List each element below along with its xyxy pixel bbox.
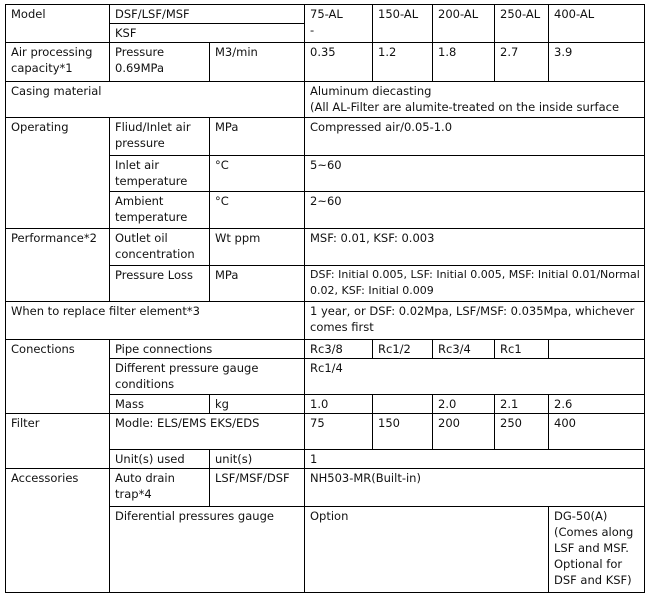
air-processing-150: 1.2 [373, 43, 433, 82]
air-processing-75: 0.35 [305, 43, 373, 82]
casing-line-2: (All AL-Filter are alumite-treated on the inside surface [310, 100, 620, 114]
air-processing-unit: M3/min [210, 43, 305, 82]
air-processing-row [6, 43, 645, 82]
operating-fluid-label: Fliud/Inlet air pressure [110, 118, 210, 156]
connections-mass-75: 1.0 [305, 395, 373, 414]
model-series-top: DSF/LSF/MSF [110, 5, 305, 24]
operating-inlet-value: 5~60 [305, 156, 645, 192]
accessories-drain-value: NH503-MR(Built-in) [305, 469, 645, 507]
casing-line-1: Aluminum diecasting [310, 84, 432, 98]
air-processing-250: 2.7 [495, 43, 549, 82]
filter-model-200: 200 [433, 414, 495, 450]
spec-sheet [5, 4, 644, 590]
connections-pipe-row [6, 340, 645, 359]
accessories-label: Accessories [6, 469, 110, 593]
casing-label: Casing material [6, 82, 305, 118]
model-size-400: 400-AL [549, 5, 645, 43]
accessories-gauge-value: Option [305, 507, 549, 593]
air-processing-400: 3.9 [549, 43, 645, 82]
air-processing-200: 1.8 [433, 43, 495, 82]
filter-model-label: Modle: ELS/EMS EKS/EDS [110, 414, 305, 450]
operating-ambient-label: Ambient temperature [110, 192, 210, 229]
casing-row [6, 82, 645, 118]
operating-fluid-value: Compressed air/0.05-1.0 [305, 118, 645, 156]
connections-label: Conections [6, 340, 110, 414]
filter-units-unit: unit(s) [210, 450, 305, 469]
connections-mass-200: 2.0 [433, 395, 495, 414]
model-row-top [6, 5, 645, 24]
operating-inlet-label: Inlet air temperature [110, 156, 210, 192]
accessories-drain-row [6, 469, 645, 507]
filter-units-value: 1 [305, 450, 645, 469]
model-series-bottom: KSF [110, 24, 305, 43]
operating-inlet-unit: °C [210, 156, 305, 192]
operating-fluid-unit: MPa [210, 118, 305, 156]
performance-oil-row [6, 229, 645, 266]
filter-label: Filter [6, 414, 110, 469]
connections-mass-label: Mass [110, 395, 210, 414]
connections-pipe-400 [549, 340, 645, 359]
replace-label: When to replace filter element*3 [6, 302, 305, 340]
air-processing-label: Air processing capacity*1 [6, 43, 110, 82]
model-size-cell [305, 5, 373, 43]
model-size-150: 150-AL [373, 5, 433, 43]
model-size-dash: - [310, 23, 315, 37]
accessories-gauge-note: DG-50(A) (Comes along LSF and MSF. Optional for DSF and KSF) [549, 507, 645, 593]
connections-gauge-value: Rc1/4 [305, 359, 645, 395]
accessories-gauge-label: Diferential pressures gauge [110, 507, 305, 593]
connections-mass-250: 2.1 [495, 395, 549, 414]
spec-table [5, 4, 645, 593]
performance-loss-label: Pressure Loss [110, 266, 210, 302]
model-size-250: 250-AL [495, 5, 549, 43]
filter-units-label: Unit(s) used [110, 450, 210, 469]
connections-gauge-label: Different pressure gauge conditions [110, 359, 305, 395]
connections-mass-150 [373, 395, 433, 414]
connections-mass-unit: kg [210, 395, 305, 414]
filter-model-150: 150 [373, 414, 433, 450]
connections-pipe-200: Rc3/4 [433, 340, 495, 359]
accessories-drain-label: Auto drain trap*4 [110, 469, 210, 507]
accessories-drain-unit: LSF/MSF/DSF [210, 469, 305, 507]
operating-fluid-row [6, 118, 645, 156]
performance-loss-value: DSF: Initial 0.005, LSF: Initial 0.005, MSF: Initial 0.01/Normal 0.02, KSF: Initial 0.009 [305, 266, 645, 302]
connections-mass-400: 2.6 [549, 395, 645, 414]
model-size-200: 200-AL [433, 5, 495, 43]
operating-ambient-value: 2~60 [305, 192, 645, 229]
operating-label: Operating [6, 118, 110, 229]
performance-loss-unit: MPa [210, 266, 305, 302]
filter-model-row [6, 414, 645, 450]
performance-label: Performance*2 [6, 229, 110, 302]
filter-model-250: 250 [495, 414, 549, 450]
connections-pipe-150: Rc1/2 [373, 340, 433, 359]
replace-row [6, 302, 645, 340]
operating-ambient-unit: °C [210, 192, 305, 229]
performance-oil-value: MSF: 0.01, KSF: 0.003 [305, 229, 645, 266]
connections-pipe-250: Rc1 [495, 340, 549, 359]
connections-pipe-75: Rc3/8 [305, 340, 373, 359]
filter-model-75: 75 [305, 414, 373, 450]
air-processing-condition: Pressure 0.69MPa [110, 43, 210, 82]
casing-value [305, 82, 645, 118]
performance-oil-label: Outlet oil concentration [110, 229, 210, 266]
model-label: Model [6, 5, 110, 43]
filter-model-400: 400 [549, 414, 645, 450]
model-size-75: 75-AL [310, 7, 343, 21]
performance-oil-unit: Wt ppm [210, 229, 305, 266]
replace-value: 1 year, or DSF: 0.02Mpa, LSF/MSF: 0.035Mpa, whichever comes first [305, 302, 645, 340]
connections-pipe-label: Pipe connections [110, 340, 305, 359]
